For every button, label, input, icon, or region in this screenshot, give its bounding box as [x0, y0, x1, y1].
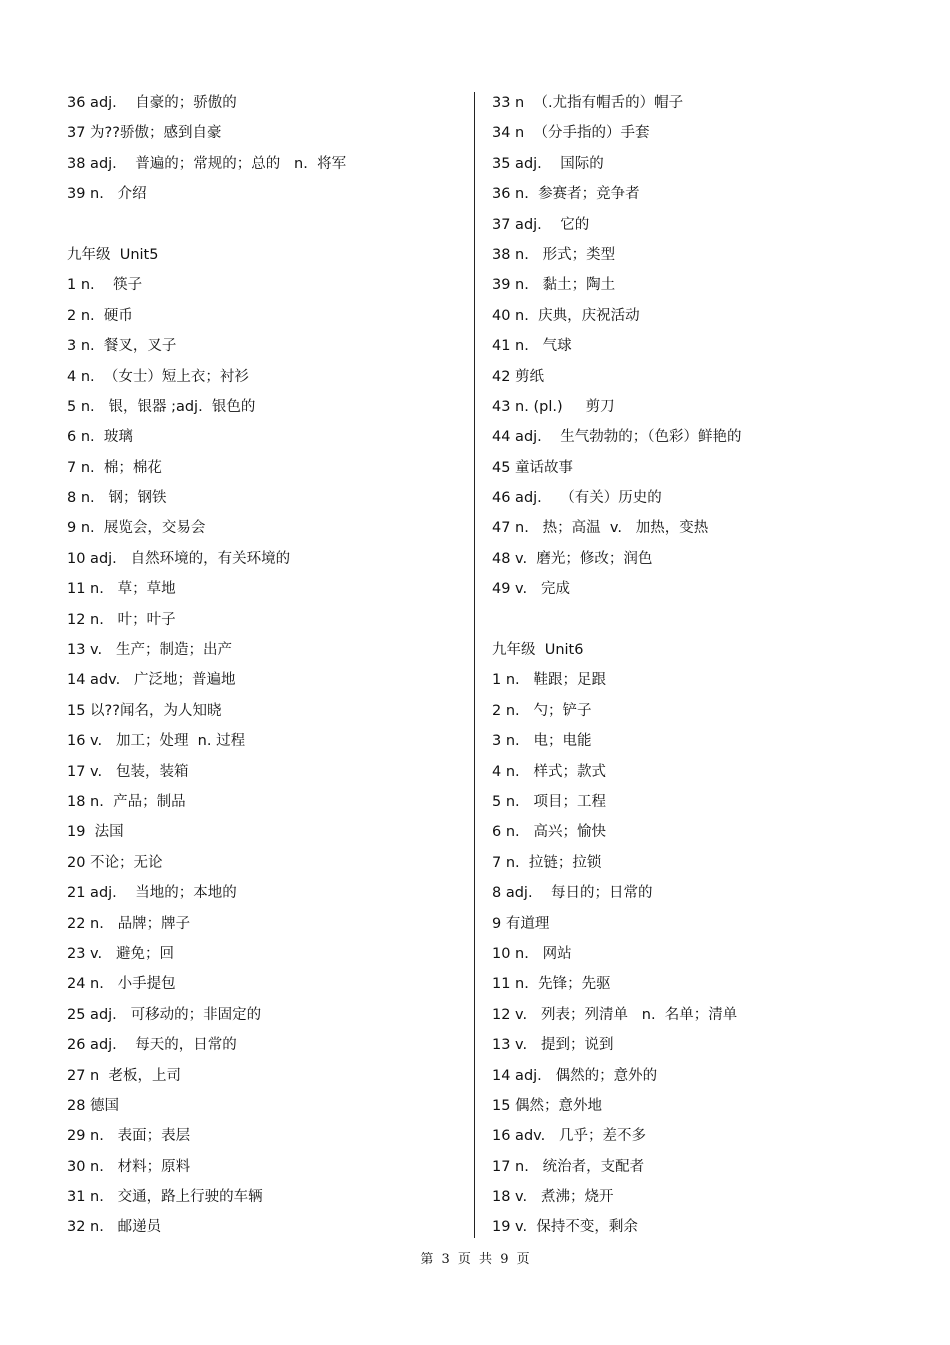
vocab-line: 38 n. 形式；类型 — [492, 246, 616, 263]
vocab-line: 3 n. 餐叉，叉子 — [67, 338, 177, 355]
vocab-line: 31 n. 交通，路上行驶的车辆 — [67, 1189, 263, 1206]
vocab-line: 7 n. 拉链；拉锁 — [492, 854, 602, 871]
vocab-line: 36 adj. 自豪的；骄傲的 — [67, 95, 237, 111]
vocab-line: 21 adj. 当地的；本地的 — [67, 885, 237, 902]
vocab-line — [67, 210, 467, 240]
vocab-line: 30 n. 材料；原料 — [67, 1158, 191, 1175]
vocab-line: 19 法国 — [67, 824, 124, 841]
vocab-line: 41 n. 气球 — [492, 338, 572, 355]
vocab-line: 13 v. 生产；制造；出产 — [67, 642, 232, 659]
vocab-line: 1 n. 鞋跟；足跟 — [492, 672, 606, 689]
vocab-line: 5 n. 银，银器 ;adj. 银色的 — [67, 398, 256, 415]
vocab-line: 10 n. 网站 — [492, 945, 572, 962]
vocab-line: 2 n. 勺；铲子 — [492, 702, 592, 719]
vocab-line: 九年级 Unit5 — [67, 246, 159, 263]
vocab-line: 43 n. (pl.) 剪刀 — [492, 398, 615, 415]
vocab-line: 13 v. 提到；说到 — [492, 1037, 614, 1054]
vocab-line: 10 adj. 自然环境的，有关环境的 — [67, 550, 291, 567]
left-column — [67, 88, 467, 1243]
vocab-line: 3 n. 电；电能 — [492, 733, 592, 750]
vocab-line: 12 n. 叶；叶子 — [67, 611, 176, 628]
vocab-line: 4 n. 样式；款式 — [492, 763, 606, 780]
vocab-line: 12 v. 列表；列清单 n. 名单；清单 — [492, 1006, 738, 1023]
vocab-line: 17 n. 统治者，支配者 — [492, 1158, 645, 1175]
vocab-line: 27 n 老板，上司 — [67, 1067, 181, 1084]
vocab-line: 36 n. 参赛者；竞争者 — [492, 186, 640, 203]
vocab-line: 38 adj. 普遍的；常规的；总的 n. 将军 — [67, 155, 347, 172]
vocab-line: 1 n. 筷子 — [67, 277, 143, 294]
vocab-line: 4 n. （女士）短上衣；衬衫 — [67, 368, 249, 385]
vocab-line: 22 n. 品牌；牌子 — [67, 915, 191, 932]
vocab-line: 35 adj. 国际的 — [492, 155, 604, 172]
vocab-line: 46 adj. （有关）历史的 — [492, 490, 662, 507]
vocab-line: 29 n. 表面；表层 — [67, 1128, 191, 1145]
column-divider — [474, 92, 475, 1238]
vocab-line: 40 n. 庆典，庆祝活动 — [492, 307, 640, 324]
vocab-line: 37 为??骄傲；感到自豪 — [67, 125, 222, 142]
vocab-line: 9 有道理 — [492, 915, 550, 932]
vocab-line: 15 偶然；意外地 — [492, 1097, 603, 1114]
vocab-line: 37 adj. 它的 — [492, 216, 590, 233]
vocab-line: 28 德国 — [67, 1097, 120, 1114]
vocab-line: 32 n. 邮递员 — [67, 1219, 162, 1236]
vocab-line: 11 n. 草；草地 — [67, 581, 176, 598]
vocab-line: 42 剪纸 — [492, 368, 545, 385]
vocab-line: 45 童话故事 — [492, 459, 574, 476]
vocab-line: 49 v. 完成 — [492, 581, 570, 598]
vocab-line: 7 n. 棉；棉花 — [67, 459, 162, 476]
vocab-line: 14 adv. 广泛地；普遍地 — [67, 672, 236, 689]
vocab-line: 17 v. 包装，装箱 — [67, 763, 189, 780]
page-footer: 第 3 页 共 9 页 — [420, 1252, 530, 1267]
vocab-line: 24 n. 小手提包 — [67, 976, 176, 993]
vocab-line: 6 n. 高兴；愉快 — [492, 824, 606, 841]
vocab-line: 14 adj. 偶然的；意外的 — [492, 1067, 658, 1084]
vocab-line: 16 v. 加工；处理 n. 过程 — [67, 733, 246, 750]
vocab-line: 23 v. 避免；回 — [67, 945, 174, 962]
vocab-line: 8 n. 钢；钢铁 — [67, 490, 167, 507]
right-column — [492, 88, 912, 1243]
vocab-line: 25 adj. 可移动的；非固定的 — [67, 1006, 262, 1023]
vocab-line: 5 n. 项目；工程 — [492, 793, 606, 810]
vocab-line: 19 v. 保持不变，剩余 — [492, 1219, 638, 1236]
vocab-line: 33 n （.尤指有帽舌的）帽子 — [492, 95, 684, 111]
vocab-line: 18 v. 煮沸；烧开 — [492, 1189, 614, 1206]
vocab-line: 九年级 Unit6 — [492, 642, 584, 659]
vocab-line: 16 adv. 几乎；差不多 — [492, 1128, 647, 1145]
vocab-line: 20 不论；无论 — [67, 854, 163, 871]
vocab-line: 26 adj. 每天的，日常的 — [67, 1037, 237, 1054]
vocab-line: 18 n. 产品；制品 — [67, 793, 186, 810]
vocab-line: 44 adj. 生气勃勃的；（色彩）鲜艳的 — [492, 429, 742, 446]
vocab-line: 15 以??闻名，为人知晓 — [67, 702, 222, 719]
vocab-line: 11 n. 先锋；先驱 — [492, 976, 611, 993]
vocab-line: 9 n. 展览会，交易会 — [67, 520, 206, 537]
vocab-line: 48 v. 磨光；修改；润色 — [492, 550, 653, 567]
vocab-line: 2 n. 硬币 — [67, 307, 133, 324]
vocab-line: 34 n （分手指的）手套 — [492, 125, 650, 142]
vocab-line: 39 n. 介绍 — [67, 186, 147, 203]
vocab-line: 39 n. 黏土；陶土 — [492, 277, 616, 294]
vocab-line: 8 adj. 每日的；日常的 — [492, 885, 653, 902]
vocab-line: 6 n. 玻璃 — [67, 429, 133, 446]
vocab-line: 47 n. 热；高温 v. 加热，变热 — [492, 520, 709, 537]
vocab-line — [492, 605, 912, 635]
